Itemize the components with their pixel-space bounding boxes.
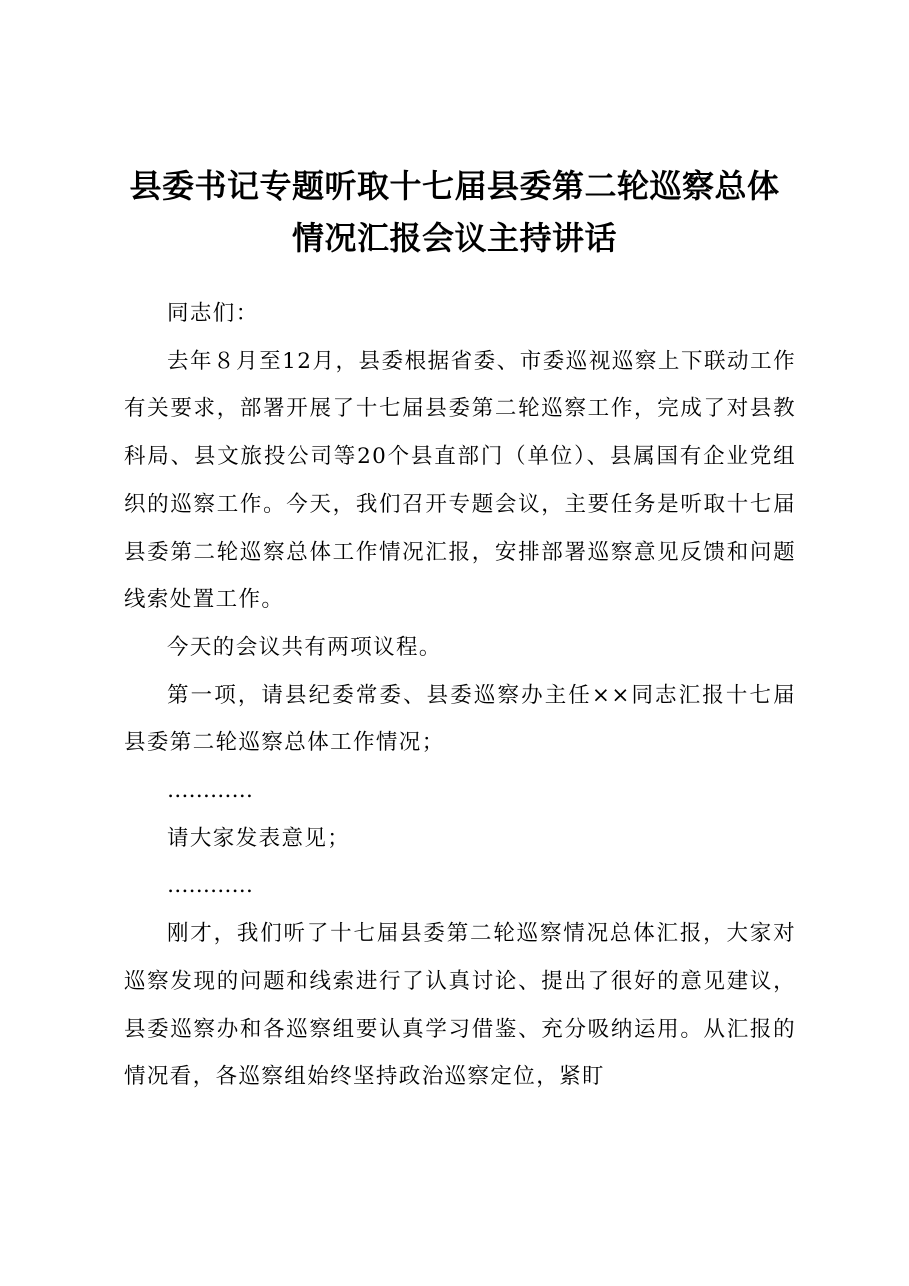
intro-paragraph: 去年８月至12月，县委根据省委、市委巡视巡察上下联动工作有关要求，部署开展了十七届县委第二轮巡察工作，完成了对县教科局、县文旅投公司等20个县直部门（单位）、县属国有企业党组织的巡察工作。今天，我们召开专题会议，主要任务是听取十七届县委第二轮巡察总体工作情况汇报，安排部署巡察意见反馈和问题线索处置工作。 xyxy=(124,348,796,613)
agenda-item-1-paragraph: 第一项，请县纪委常委、县委巡察办主任××同志汇报十七届县委第二轮巡察总体工作情况； xyxy=(124,682,796,756)
ellipsis-paragraph-1: ………… xyxy=(167,778,253,804)
title-line-1: 县委书记专题听取十七届县委第二轮巡察总体 xyxy=(129,167,780,205)
agenda-item-2-paragraph: 请大家发表意见； xyxy=(167,825,351,851)
document-title xyxy=(100,160,809,264)
ellipsis-paragraph-2: ………… xyxy=(167,873,253,899)
document-body xyxy=(124,290,796,1101)
summary-paragraph: 刚才，我们听了十七届县委第二轮巡察情况总体汇报，大家对巡察发现的问题和线索进行了认真讨论、提出了很好的意见建议，县委巡察办和各巡察组要认真学习借鉴、充分吸纳运用。从汇报的情况看，各巡察组始终坚持政治巡察定位，紧盯 xyxy=(124,921,796,1090)
title-line-2: 情况汇报会议主持讲话 xyxy=(291,219,617,257)
agenda-paragraph: 今天的会议共有两项议程。 xyxy=(167,634,442,660)
salutation-paragraph: 同志们： xyxy=(167,301,259,326)
